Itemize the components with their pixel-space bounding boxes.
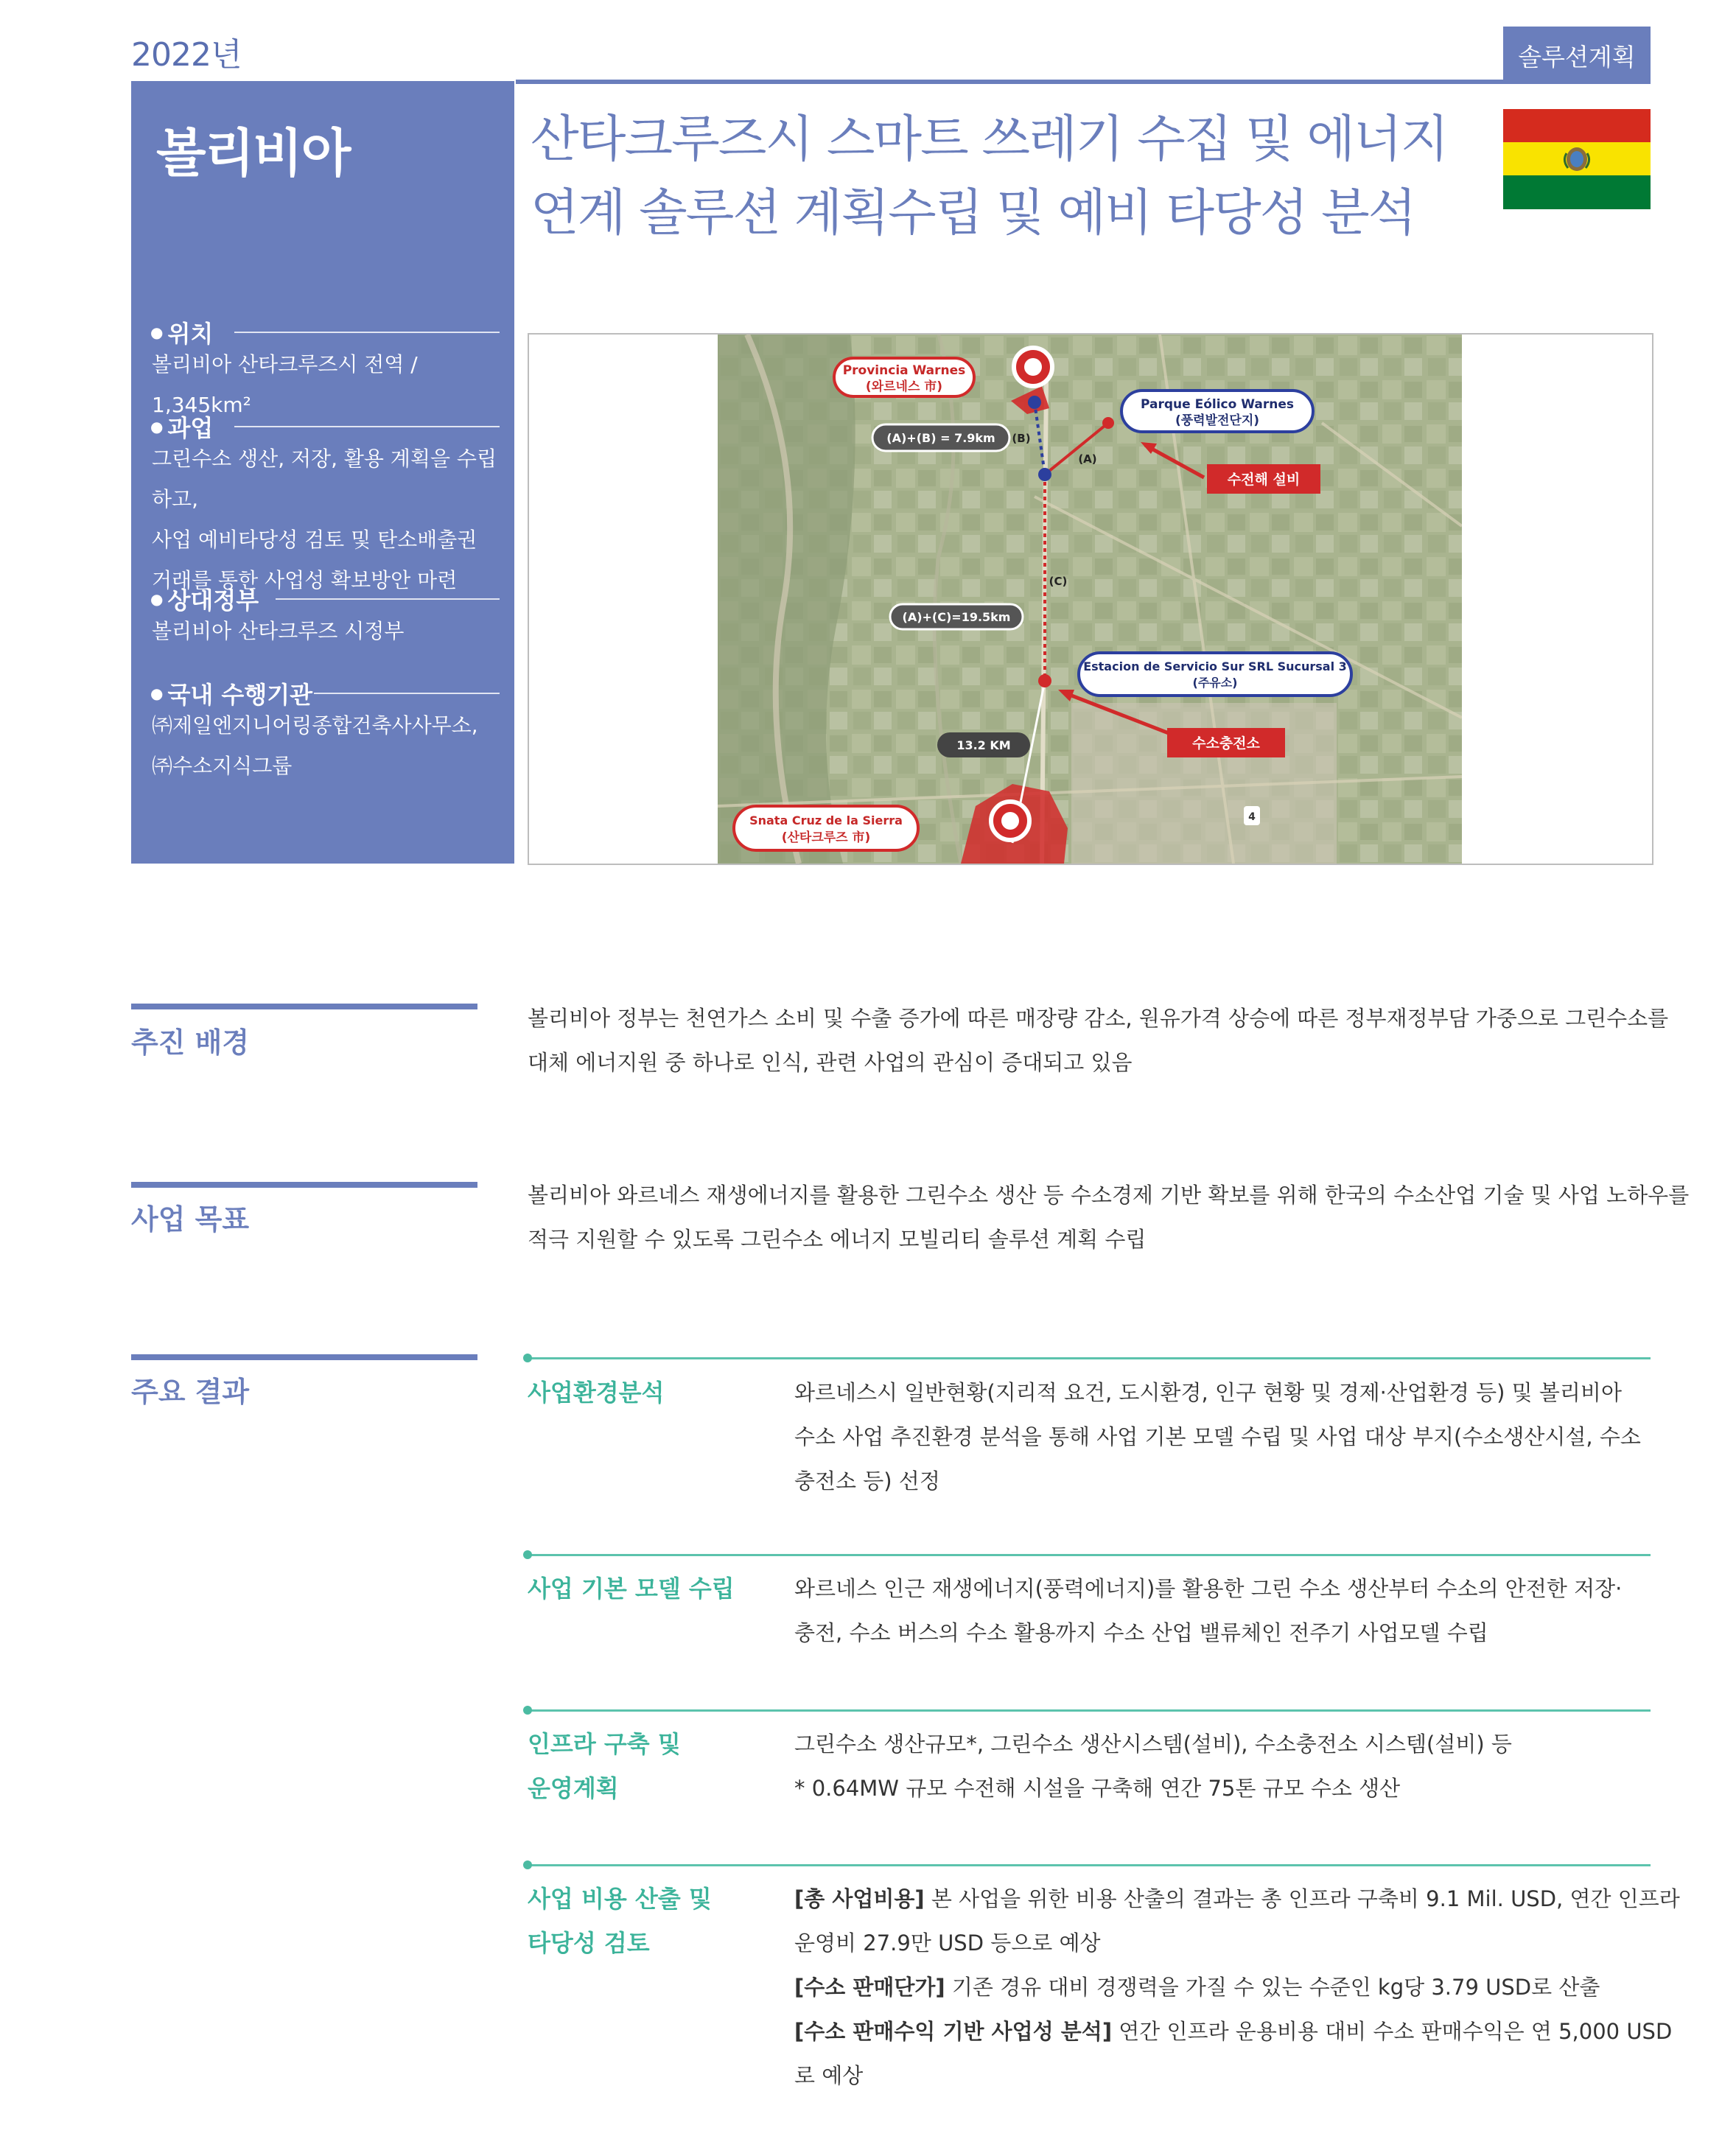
result-text-cost: [총 사업비용] 본 사업을 위한 비용 산출의 결과는 총 인프라 구축비 9.1 Mil. USD, 연간 인프라 운영비 27.9만 USD 등으로 예상 [수소 판매단가] 기존 경유 대비 경쟁력을 가질 수 있는 수준인 kg당 3.79 USD로 산출 [수소 판매수익 기반 사업성 분석] 연간 인프라 운용비용 대비 수소 판매수익은 연 5,000 USD 로 예상 (794, 1886, 1680, 2088)
result-divider (528, 1709, 1651, 1712)
map-label-ab-distance: (A)+(B) = 7.9km (886, 431, 995, 445)
map-label-station-kr: (주유소) (1192, 676, 1238, 690)
map-label-parque-en: Parque Eólico Warnes (1141, 397, 1294, 412)
page-title: 산타크루즈시 스마트 쓰레기 수집 및 에너지 연계 솔루션 계획수립 및 예비 타당성 분석 (531, 111, 1448, 242)
result-marker (523, 1354, 532, 1362)
info-panel (131, 81, 514, 864)
map-label-km: 13.2 KM (956, 738, 1011, 752)
map-label-b: (B) (1012, 432, 1031, 445)
map-road-shield: 4 (1248, 811, 1256, 823)
info-text-agency: ㈜제일엔지니어링종합건축사사무소, ㈜수소지식그룹 (152, 713, 478, 778)
info-heading-location: ● 위치 (150, 320, 214, 348)
result-text-model: 와르네스 인근 재생에너지(풍력에너지)를 활용한 그린 수소 생산부터 수소의 안전한 저장· 충전, 수소 버스의 수소 활용까지 수소 산업 밸류체인 전주기 사업모델 수립 (794, 1576, 1623, 1645)
background-text: 볼리비아 정부는 천연가스 소비 및 수출 증가에 따른 매장량 감소, 원유가격 상승에 따른 정부재정부담 가중으로 그린수소를 대체 에너지원 중 하나로 인식, 관련 사업의 관심이 증대되고 있음 (528, 1006, 1669, 1075)
map-label-ac-distance: (A)+(C)=19.5km (902, 610, 1011, 624)
result-divider (528, 1357, 1651, 1359)
bolivia-flag-icon (1503, 109, 1651, 209)
map-label-electrolysis: 수전해 설비 (1227, 472, 1301, 488)
project-site-map (718, 335, 1462, 864)
info-divider (234, 426, 500, 427)
result-divider (528, 1864, 1651, 1866)
info-divider (314, 693, 500, 694)
result-title-model: 사업 기본 모델 수립 (528, 1575, 735, 1603)
result-title-environment: 사업환경분석 (528, 1379, 665, 1407)
header-rule (516, 80, 1518, 84)
category-tag: 솔루션계획 (1503, 27, 1651, 84)
result-text-infrastructure: 그린수소 생산규모*, 그린수소 생산시스템(설비), 수소충전소 시스템(설비) 등 * 0.64MW 규모 수전해 시설을 구축해 연간 75톤 규모 수소 생산 (794, 1732, 1512, 1801)
result-marker (523, 1706, 532, 1715)
info-divider (276, 598, 500, 600)
info-heading-task: ● 과업 (150, 414, 214, 442)
country-name: 볼리비아 (156, 123, 350, 183)
section-heading-background: 추진 배경 (131, 1026, 250, 1059)
info-heading-agency: ● 국내 수행기관 (150, 681, 313, 709)
section-heading-results: 주요 결과 (131, 1376, 250, 1408)
goal-text: 볼리비아 와르네스 재생에너지를 활용한 그린수소 생산 등 수소경제 기반 확보를 위해 한국의 수소산업 기술 및 사업 노하우를 적극 지원할 수 있도록 그린수소 에너지 모빌리티 솔루션 계획 수립 (528, 1183, 1690, 1252)
map-label-station-en: Estacion de Servicio Sur SRL Sucursal 3 (1083, 659, 1347, 673)
result-marker (523, 1550, 532, 1559)
info-text-partner: 볼리비아 산타크루즈 시정부 (152, 619, 405, 643)
map-label-c: (C) (1049, 575, 1068, 588)
map-label-santa-kr: (산타크루즈 市) (781, 830, 871, 845)
map-label-parque-kr: (풍력발전단지) (1175, 413, 1260, 428)
section-heading-goal: 사업 목표 (131, 1203, 250, 1236)
section-bar (131, 1354, 477, 1360)
result-title-infrastructure: 인프라 구축 및 운영계획 (528, 1730, 681, 1802)
map-label-warnes-en: Provincia Warnes (842, 363, 966, 378)
info-text-task: 그린수소 생산, 저장, 활용 계획을 수립하고, 사업 예비타당성 검토 및 탄소배출권 거래를 통한 사업성 확보방안 마련 (152, 447, 497, 592)
section-bar (131, 1004, 477, 1009)
info-heading-partner: ● 상대정부 (150, 587, 259, 615)
result-text-environment: 와르네스시 일반현황(지리적 요건, 도시환경, 인구 현황 및 경제·산업환경 등) 및 볼리비아 수소 사업 추진환경 분석을 통해 사업 기본 모델 수립 및 사업 대상 부지(수소생산시설, 수소 충전소 등) 선정 (794, 1380, 1641, 1494)
result-title-cost: 사업 비용 산출 및 타당성 검토 (528, 1885, 712, 1957)
info-text-location: 볼리비아 산타크루즈시 전역 / 1,345km² (152, 352, 418, 417)
map-label-a: (A) (1078, 452, 1097, 466)
result-divider (528, 1554, 1651, 1556)
map-label-warnes-kr: (와르네스 市) (865, 379, 943, 394)
map-label-santa-en: Snata Cruz de la Sierra (749, 813, 903, 827)
info-divider (234, 332, 500, 333)
year-label: 2022년 (131, 36, 242, 74)
result-marker (523, 1860, 532, 1869)
map-label-charging: 수소충전소 (1192, 735, 1260, 752)
section-bar (131, 1182, 477, 1188)
map-frame (528, 333, 1653, 865)
